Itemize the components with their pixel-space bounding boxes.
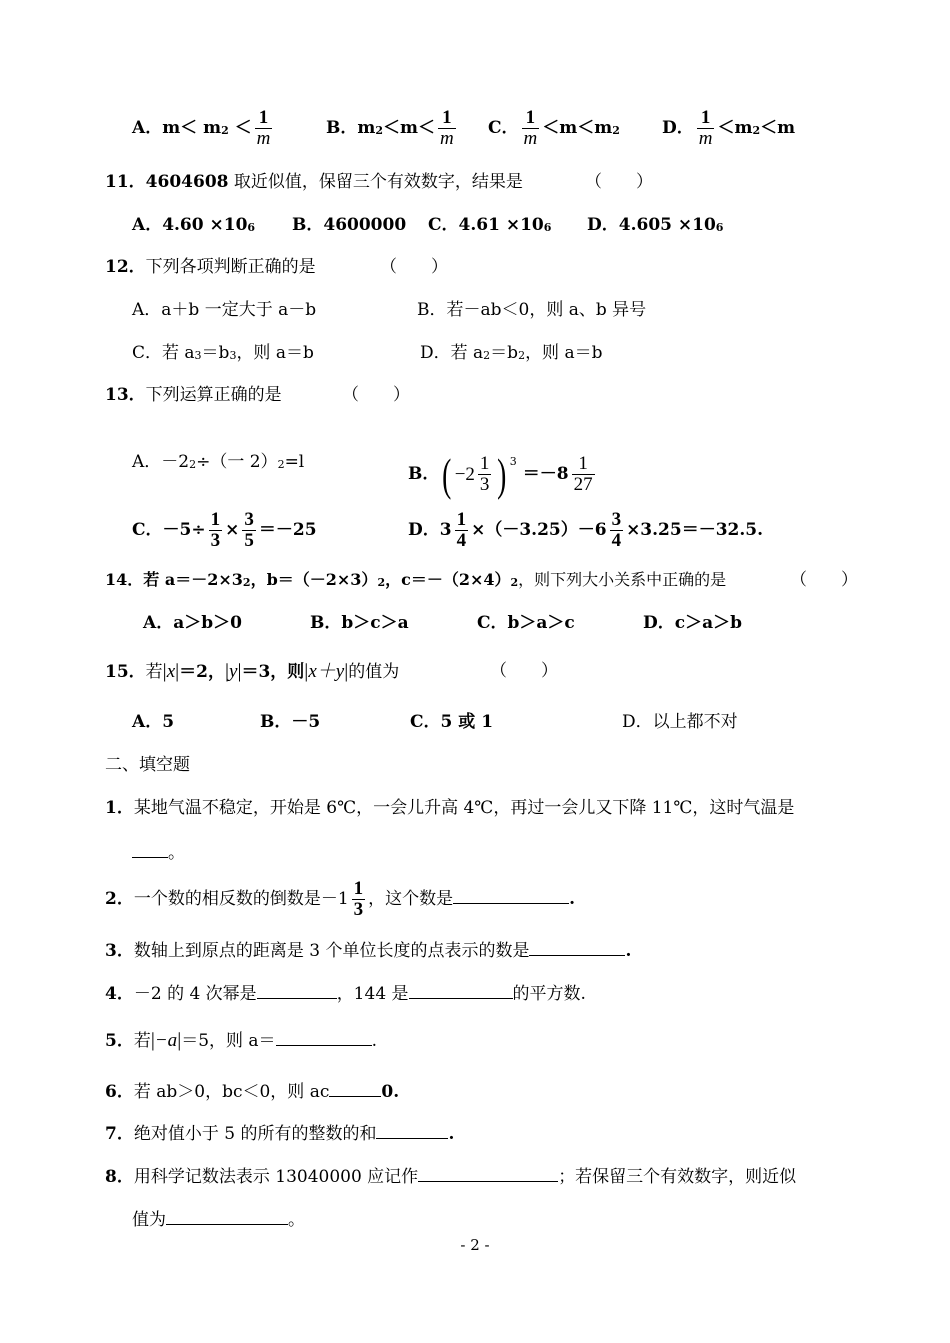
fill-5: 5．若|−a|＝5，则 a＝ .: [105, 1029, 377, 1051]
q13-stem: 13．下列运算正确的是: [105, 385, 282, 405]
q11-paren: （ ）: [585, 172, 653, 192]
q14-option-d: D．c＞a＞b: [643, 613, 742, 633]
fill-3: 3．数轴上到原点的距离是 3 个单位长度的点表示的数是 .: [105, 941, 632, 961]
q13-c-fraction-1: $\frac{1}{3}$: [210, 509, 221, 551]
q12-option-a: A．a＋b 一定大于 a－b: [132, 300, 317, 320]
fill-7: 7．绝对值小于 5 的所有的整数的和 .: [105, 1124, 455, 1144]
fill-4: 4．－2 的 4 次幂是 ，144 是 的平方数.: [105, 984, 586, 1004]
q12-option-c: C．若 a3＝b3，则 a＝b: [132, 343, 314, 363]
fill-8: 8．用科学记数法表示 13040000 应记作 ；若保留三个有效数字，则近似: [105, 1167, 797, 1187]
q15-option-b: B．－5: [260, 712, 321, 732]
fill-3-blank[interactable]: [529, 939, 625, 956]
fill-5-blank[interactable]: [276, 1029, 372, 1046]
q10-c-fraction: $\frac{1}{m}$: [523, 107, 538, 149]
q15-option-c: C．5 或 1: [410, 712, 494, 732]
q13-b-fraction: $\frac{1}{3}$: [479, 453, 490, 495]
q10-option-d: D． $\frac{1}{m}$ ＜m2＜m: [662, 107, 796, 149]
q10-a-fraction: $\frac{1}{m}$: [256, 107, 271, 149]
fill-6-blank[interactable]: [329, 1080, 381, 1097]
q10-d-fraction: $\frac{1}{m}$: [698, 107, 713, 149]
q12-paren: （ ）: [380, 257, 448, 277]
fill-1-blank[interactable]: [132, 841, 168, 858]
fill-2-blank[interactable]: [453, 887, 569, 904]
q14-option-a: A．a＞b＞0: [143, 613, 242, 633]
q11-option-d: D．4.605 ×106: [587, 215, 724, 235]
q10-b-fraction: $\frac{1}{m}$: [440, 107, 454, 149]
q13-paren: （ ）: [342, 385, 410, 405]
fill-1: 1．某地气温不稳定，开始是 6℃，一会儿升高 4℃，再过一会儿又下降 11℃，这时气温是: [105, 798, 795, 818]
q13-d-fraction-2: $\frac{3}{4}$: [611, 509, 622, 551]
fill-8-blank-2[interactable]: [166, 1208, 288, 1225]
fill-7-blank[interactable]: [376, 1122, 448, 1139]
q15-option-a: A．5: [132, 712, 175, 732]
q10-option-a: A．m＜ m2 ＜ $\frac{1}{m}$: [132, 107, 271, 149]
q15-paren: （ ）: [490, 661, 558, 681]
fill-2: 2．一个数的相反数的倒数是－1 $\frac{1}{3}$ ，这个数是 .: [105, 878, 576, 920]
q13-option-a: A．－22÷（一 2）2=l: [132, 452, 305, 472]
q10-option-c: C． $\frac{1}{m}$ ＜m＜m2: [488, 107, 620, 149]
q11-option-b: B．4600000: [292, 215, 407, 235]
fill-8-line2: 值为 。: [132, 1210, 305, 1230]
q13-option-d: D．3 $\frac{1}{4}$ ×（－3.25）－6 $\frac{3}{4}$ ×3.25＝－32.5.: [408, 509, 764, 551]
q12-option-b: B．若－ab＜0，则 a、b 异号: [417, 300, 647, 320]
fill-6: 6．若 ab＞0，bc＜0，则 ac 0.: [105, 1082, 400, 1102]
fill-4-blank-2[interactable]: [409, 982, 513, 999]
fill-1-line2: 。: [132, 841, 185, 865]
q14-stem: 14．若 a＝－2×32，b＝（－2×3）2，c＝－（2×4）2，则下列大小关系中正确的是: [105, 570, 727, 589]
fill-8-blank-1[interactable]: [418, 1165, 558, 1182]
q10-a-label: A．m＜ m: [132, 118, 222, 138]
q11-stem: 11．4604608 取近似值，保留三个有效数字，结果是: [105, 172, 523, 192]
q13-option-b: B．( −2 $\frac{1}{3}$ ) $^3$＝－8 $\frac{1}{27}$: [408, 448, 593, 500]
q15-option-d: D．以上都不对: [622, 712, 738, 732]
q13-b-result-fraction: $\frac{1}{27}$: [573, 453, 593, 495]
q14-option-c: C．b＞a＞c: [477, 613, 575, 633]
q14-option-b: B．b＞c＞a: [310, 613, 409, 633]
q15-stem: 15．若|x|＝2，|y|＝3，则|x＋y|的值为: [105, 660, 400, 682]
q12-stem: 12．下列各项判断正确的是: [105, 257, 316, 277]
page-number: - 2 -: [460, 1236, 490, 1254]
section-heading: 二、填空题: [105, 755, 190, 775]
q11-option-c: C．4.61 ×106: [428, 215, 552, 235]
q13-option-c: C．－5÷ $\frac{1}{3}$ × $\frac{3}{5}$ ＝－25: [132, 509, 317, 551]
fill-2-fraction: $\frac{1}{3}$: [353, 878, 364, 920]
q10-option-b: B．m2＜m＜ $\frac{1}{m}$: [326, 107, 454, 149]
q14-paren: （ ）: [790, 570, 858, 590]
fill-4-blank-1[interactable]: [257, 982, 337, 999]
q13-c-fraction-2: $\frac{3}{5}$: [244, 509, 254, 551]
q11-option-a: A．4.60 ×106: [132, 215, 256, 235]
q12-option-d: D．若 a2＝b2，则 a＝b: [420, 343, 603, 363]
q13-d-fraction-1: $\frac{1}{4}$: [456, 509, 467, 551]
